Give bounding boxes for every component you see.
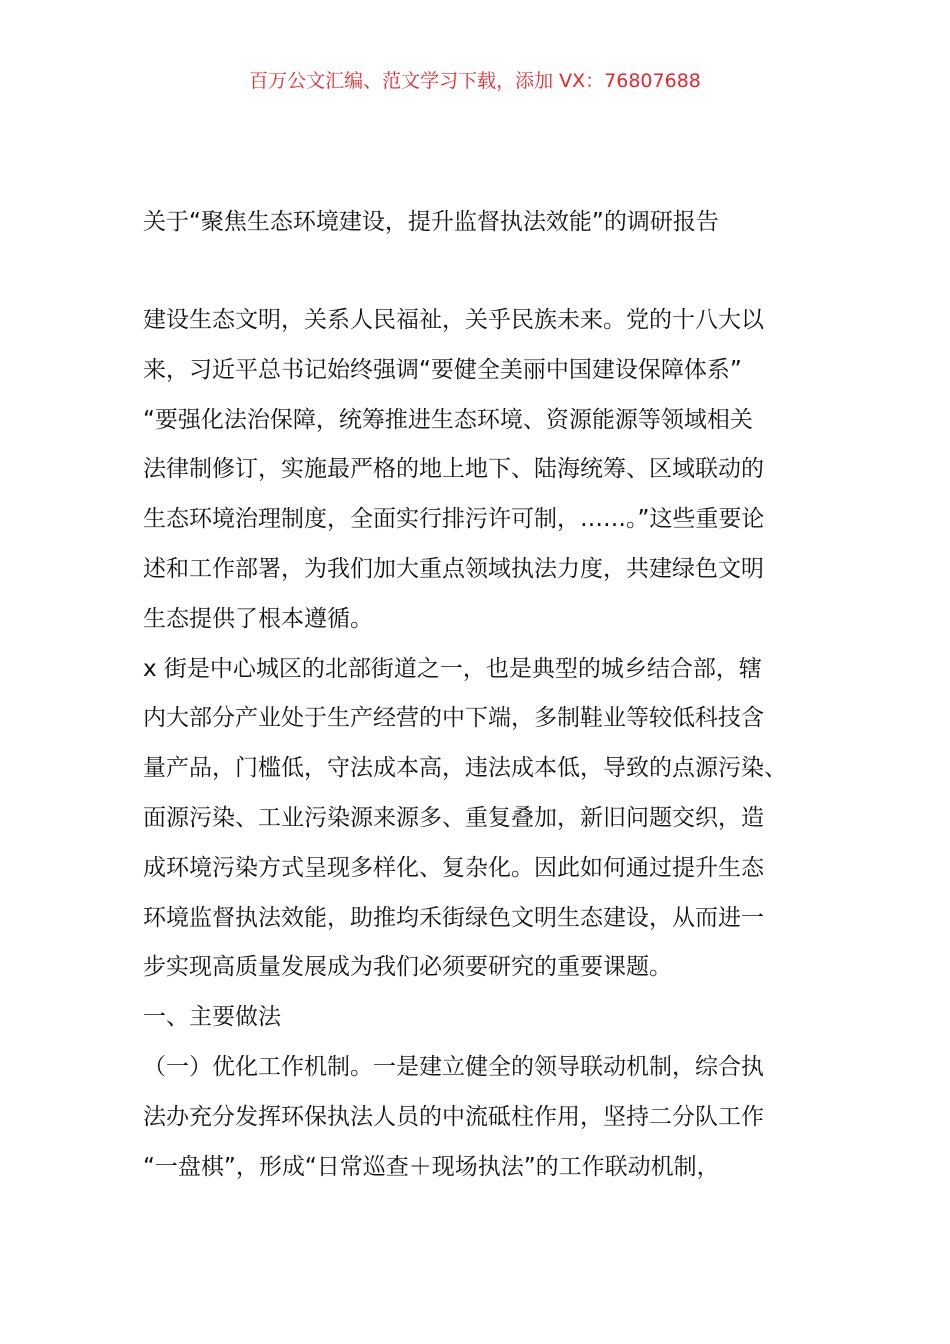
watermark-banner: 百万公文汇编、范文学习下载，添加 VX：76807688 bbox=[249, 70, 701, 92]
document-body bbox=[143, 296, 823, 1192]
text-line: 来，习近平总书记始终强调“要健全美丽中国建设保障体系” bbox=[143, 356, 742, 383]
text-line: 成环境污染方式呈现多样化、复杂化。因此如何通过提升生态 bbox=[143, 854, 764, 881]
text-line: 生态提供了根本遵循。 bbox=[143, 605, 373, 632]
text-line: 环境监督执法效能，助推均禾街绿色文明生态建设，从而进一 bbox=[143, 904, 764, 931]
text-line: 量产品，门槛低，守法成本高，违法成本低，导致的点源污染、 bbox=[143, 755, 787, 782]
text-line: 面源污染、工业污染源来源多、重复叠加，新旧问题交织，造 bbox=[143, 804, 764, 831]
text-line: “一盘棋”，形成“日常巡查＋现场执法”的工作联动机制， bbox=[143, 1153, 720, 1180]
text-line: 步实现高质量发展成为我们必须要研究的重要课题。 bbox=[143, 954, 672, 981]
text-line: 建设生态文明，关系人民福祉，关乎民族未来。党的十八大以 bbox=[143, 307, 764, 333]
text-line: 法律制修订，实施最严格的地上地下、陆海统筹、区域联动的 bbox=[143, 456, 764, 483]
text-line: x 街是中心城区的北部街道之一，也是典型的城乡结合部，辖 bbox=[143, 655, 762, 682]
text-line: “要强化法治保障，统筹推进生态环境、资源能源等领域相关 bbox=[143, 406, 753, 433]
text-line: 内大部分产业处于生产经营的中下端，多制鞋业等较低科技含 bbox=[143, 705, 764, 732]
text-line: （一）优化工作机制。一是建立健全的领导联动机制，综合执 bbox=[143, 1053, 764, 1080]
text-line: 述和工作部署，为我们加大重点领域执法力度，共建绿色文明 bbox=[143, 555, 764, 582]
text-line: 一、主要做法 bbox=[143, 1004, 281, 1031]
document-title: 关于“聚焦生态环境建设，提升监督执法效能”的调研报告 bbox=[143, 209, 719, 235]
text-line: 生态环境治理制度，全面实行排污许可制，……。”这些重要论 bbox=[143, 506, 765, 533]
text-line: 法办充分发挥环保执法人员的中流砥柱作用，坚持二分队工作 bbox=[143, 1103, 764, 1130]
